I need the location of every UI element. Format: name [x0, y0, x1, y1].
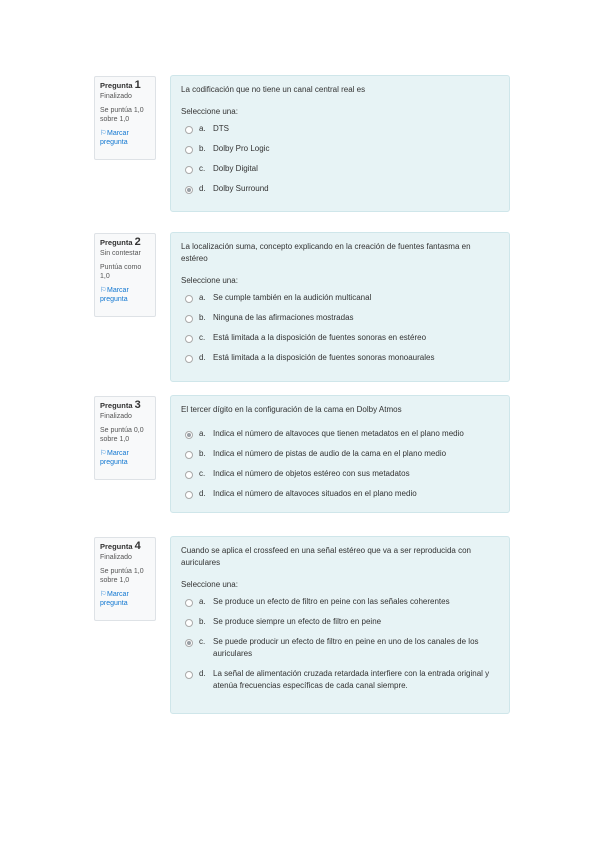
question-text: Cuando se aplica el crossfeed en una señal estéreo que va a ser reproducida con auriculares [181, 546, 471, 567]
flag-question-link[interactable]: ⚐Marcar pregunta [100, 450, 129, 466]
question-content [170, 536, 510, 714]
question-text: El tercer dígito en la configuración de la cama en Dolby Atmos [181, 405, 402, 414]
question-number: Pregunta 3 [100, 399, 141, 411]
radio-button-selected[interactable] [185, 639, 193, 647]
radio-button-selected[interactable] [185, 186, 193, 194]
question-info [94, 537, 156, 621]
question-grade: Se puntúa 1,0 sobre 1,0 [100, 568, 144, 584]
radio-button[interactable] [185, 335, 193, 343]
question-info [94, 76, 156, 160]
question-state: Finalizado [100, 93, 132, 100]
question-grade: Se puntúa 1,0 sobre 1,0 [100, 107, 144, 123]
answer-option-c[interactable]: c. Está limitada a la disposición de fuentes sonoras en estéreo [181, 332, 499, 344]
answer-option-c[interactable]: c. Se puede producir un efecto de filtro en peine en uno de los canales de los auriculares [181, 636, 499, 660]
answer-prompt: Seleccione una: [181, 580, 238, 589]
question-state: Sin contestar [100, 250, 141, 257]
radio-button[interactable] [185, 355, 193, 363]
radio-button[interactable] [185, 619, 193, 627]
answer-option-c[interactable]: c. Dolby Digital [181, 163, 499, 175]
radio-button[interactable] [185, 451, 193, 459]
question-info [94, 233, 156, 317]
question-number: Pregunta 2 [100, 236, 141, 248]
flag-question-link[interactable]: ⚐Marcar pregunta [100, 130, 129, 146]
answer-option-b[interactable]: b. Ninguna de las afirmaciones mostradas [181, 312, 499, 324]
radio-button[interactable] [185, 599, 193, 607]
answer-option-b[interactable]: b. Se produce siempre un efecto de filtro en peine [181, 616, 499, 628]
radio-button[interactable] [185, 671, 193, 679]
question-content [170, 75, 510, 212]
radio-button[interactable] [185, 491, 193, 499]
answer-option-d[interactable]: d. La señal de alimentación cruzada retardada interfiere con la entrada original y atenúa frecuencias específicas de cada canal siempre. [181, 668, 499, 692]
question-text: La codificación que no tiene un canal central real es [181, 85, 366, 94]
radio-button[interactable] [185, 471, 193, 479]
radio-button[interactable] [185, 146, 193, 154]
answer-option-d[interactable]: d. Está limitada a la disposición de fuentes sonoras monoaurales [181, 352, 499, 364]
answer-option-b[interactable]: b. Dolby Pro Logic [181, 143, 499, 155]
question-state: Finalizado [100, 554, 132, 561]
flag-question-link[interactable]: ⚐Marcar pregunta [100, 287, 129, 303]
question-number: Pregunta 1 [100, 79, 141, 91]
answer-prompt: Seleccione una: [181, 107, 238, 116]
radio-button[interactable] [185, 126, 193, 134]
answer-option-d[interactable]: d. Indica el número de altavoces situados en el plano medio [181, 488, 499, 500]
answer-option-a[interactable]: a. Indica el número de altavoces que tienen metadatos en el plano medio [181, 428, 499, 440]
question-grade: Se puntúa 0,0 sobre 1,0 [100, 427, 144, 443]
question-info [94, 396, 156, 480]
flag-icon: ⚐ [100, 591, 107, 598]
radio-button[interactable] [185, 315, 193, 323]
question-content [170, 232, 510, 382]
answer-prompt: Seleccione una: [181, 276, 238, 285]
flag-question-link[interactable]: ⚐Marcar pregunta [100, 591, 129, 607]
radio-button-selected[interactable] [185, 431, 193, 439]
flag-icon: ⚐ [100, 287, 107, 294]
question-grade: Puntúa como 1,0 [100, 264, 142, 280]
answer-option-c[interactable]: c. Indica el número de objetos estéreo con sus metadatos [181, 468, 499, 480]
answer-option-a[interactable]: a. DTS [181, 123, 499, 135]
question-text: La localización suma, concepto explicando en la creación de fuentes fantasma en estéreo [181, 242, 471, 263]
answer-option-b[interactable]: b. Indica el número de pistas de audio de la cama en el plano medio [181, 448, 499, 460]
radio-button[interactable] [185, 295, 193, 303]
question-content [170, 395, 510, 513]
radio-button[interactable] [185, 166, 193, 174]
answer-option-d[interactable]: d. Dolby Surround [181, 183, 499, 195]
flag-icon: ⚐ [100, 450, 107, 457]
question-number: Pregunta 4 [100, 540, 141, 552]
question-state: Finalizado [100, 413, 132, 420]
answer-option-a[interactable]: a. Se cumple también en la audición multicanal [181, 292, 499, 304]
answer-option-a[interactable]: a. Se produce un efecto de filtro en peine con las señales coherentes [181, 596, 499, 608]
flag-icon: ⚐ [100, 130, 107, 137]
